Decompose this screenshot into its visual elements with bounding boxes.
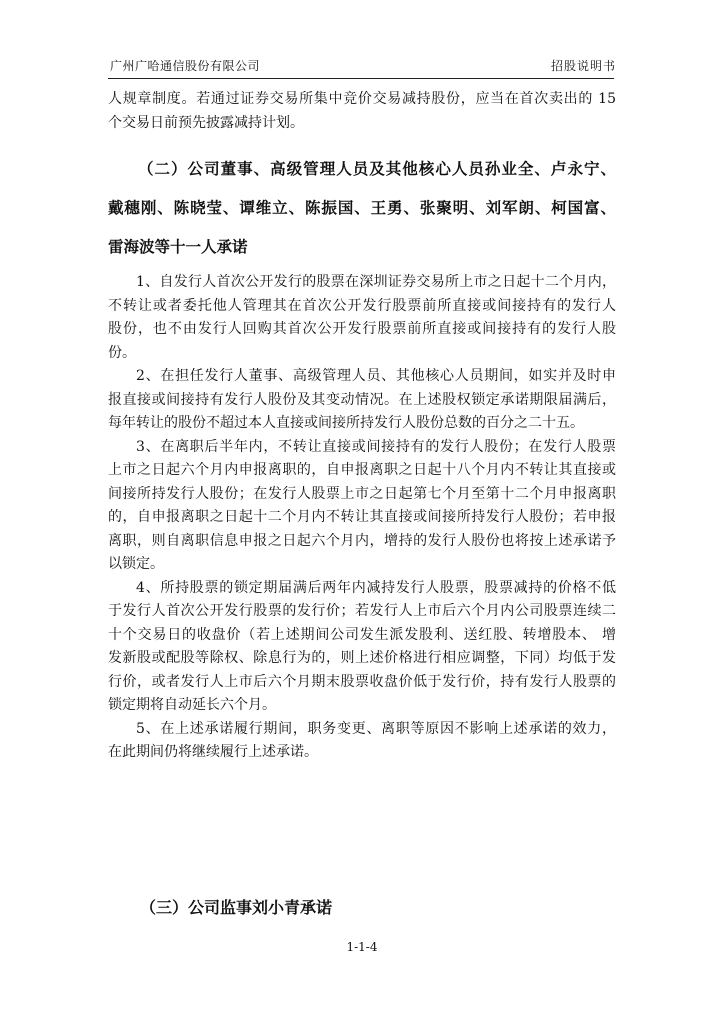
document-body — [108, 88, 616, 765]
commitment-item-5 — [108, 718, 616, 765]
page-number: 1-1-4 — [346, 940, 378, 954]
commitment-item-1 — [108, 271, 616, 365]
text-line: 以锁定。 — [108, 556, 164, 572]
section-3-heading: （三）公司监事刘小青承诺 — [140, 898, 333, 917]
text-line: 5、在上述承诺履行期间，职务变更、离职等原因不影响上述承诺的效力， — [136, 720, 616, 737]
text-line: 上市之日起六个月内申报离职的，自申报离职之日起十八个月内不转让其直接或 — [108, 462, 616, 478]
spacer — [108, 135, 616, 150]
commitment-item-4 — [108, 577, 616, 718]
text-line: 1、自发行人首次公开发行的股票在深圳证券交易所上市之日起十二个月内， — [136, 274, 616, 290]
text-line: 每年转让的股份不超过本人直接或间接所持发行人股份总数的百分之二十五。 — [108, 415, 584, 431]
text-line: 份。 — [108, 344, 136, 361]
text-line: 间接所持发行人股份；在发行人股票上市之日起第七个月至第十二个月申报离职 — [108, 485, 616, 502]
text-line: 行价，或者发行人上市后六个月期末股票收盘价低于发行价，持有发行人股票的 — [108, 673, 616, 690]
text-line: 在此期间仍将继续履行上述承诺。 — [108, 744, 318, 760]
text-line: 锁定期将自动延长六个月。 — [108, 697, 276, 713]
section-2-heading-line: 雷海波等十一人承诺 — [108, 238, 248, 256]
text-line: 的，自申报离职之日起十二个月内不转让其直接或间接所持发行人股份；若申报 — [108, 509, 616, 525]
text-line: 于发行人首次公开发行股票的发行价；若发行人上市后六个月内公司股票连续二 — [108, 603, 616, 619]
section-2-heading-line: 戴穗刚、陈晓莹、谭维立、陈振国、王勇、张聚明、刘军朗、柯国富、 — [108, 199, 616, 217]
header-rule — [108, 78, 614, 79]
text-line: 人规章制度。若通过证券交易所集中竞价交易减持股份，应当在首次卖出的 15 — [108, 91, 616, 107]
header-company-name: 广州广哈通信股份有限公司 — [110, 59, 261, 73]
text-line: 不转让或者委托他人管理其在首次公开发行股票前所直接或间接持有的发行人 — [108, 297, 616, 314]
section-2-heading-line: （二）公司董事、高级管理人员及其他核心人员孙业全、卢永宁、 — [138, 160, 616, 178]
text-line: 3、在离职后半年内，不转让直接或间接持有的发行人股份；在发行人股票 — [136, 438, 616, 455]
commitment-item-2 — [108, 365, 616, 436]
text-line: 报直接或间接持有发行人股份及其变动情况。在上述股权锁定承诺期限届满后， — [108, 391, 616, 408]
header-document-type: 招股说明书 — [550, 59, 616, 73]
text-line: 4、所持股票的锁定期届满后两年内减持发行人股票，股票减持的价格不低 — [136, 579, 616, 596]
text-line: 个交易日前预先披露减持计划。 — [108, 114, 304, 131]
text-line: 离职，则自离职信息申报之日起六个月内，增持的发行人股份也将按上述承诺予 — [108, 532, 616, 549]
text-line: 发新股或配股等除权、除息行为的，则上述价格进行相应调整，下同）均低于发 — [108, 650, 616, 666]
text-line: 2、在担任发行人董事、高级管理人员、其他核心人员期间，如实并及时申 — [136, 368, 616, 384]
commitment-item-3 — [108, 436, 616, 577]
text-line: 十个交易日的收盘价（若上述期间公司发生派发股利、送红股、转增股本、 增 — [108, 626, 616, 643]
text-line: 股份，也不由发行人回购其首次公开发行股票前所直接或间接持有的发行人股 — [108, 321, 616, 337]
